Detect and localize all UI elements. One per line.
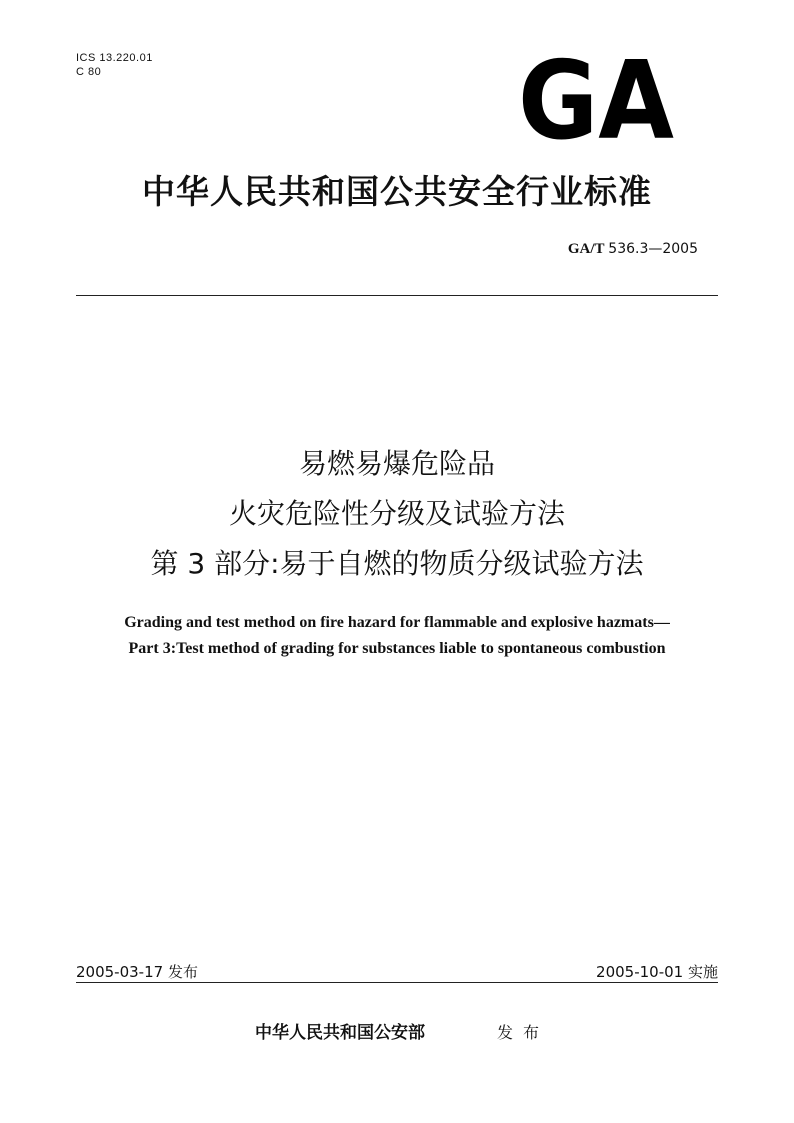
- title-zh-line-2: 火灾危险性分级及试验方法: [228, 497, 565, 530]
- ga-logo-text: GA: [518, 56, 675, 142]
- footer-divider: [76, 982, 718, 983]
- header-divider: [76, 295, 718, 296]
- classification-codes: [76, 51, 153, 79]
- implementation-date: 2005-10-01 实施: [596, 963, 718, 981]
- title-zh-line-3: 第 3 部分:易于自燃的物质分级试验方法: [150, 547, 644, 580]
- ccs-code: C 80: [76, 66, 102, 78]
- title-en-line-2: Part 3:Test method of grading for substances liable to spontaneous combustion: [128, 640, 666, 657]
- standard-code: [568, 241, 698, 258]
- title-en-line-1: Grading and test method on fire hazard for flammable and explosive hazmats—: [124, 614, 670, 631]
- ics-code: ICS 13.220.01: [76, 52, 153, 64]
- issue-label: 发布: [497, 1023, 550, 1042]
- title-zh-line-1: 易燃易爆危险品: [298, 447, 495, 480]
- standard-code-prefix: GA/T: [567, 241, 605, 257]
- standard-category-title: 中华人民共和国公共安全行业标准: [142, 172, 652, 211]
- ga-logo: [518, 56, 676, 142]
- standard-number: 536.3—2005: [608, 241, 698, 257]
- issuing-authority: 中华人民共和国公安部: [255, 1023, 425, 1043]
- issue-date: 2005-03-17 发布: [76, 963, 198, 981]
